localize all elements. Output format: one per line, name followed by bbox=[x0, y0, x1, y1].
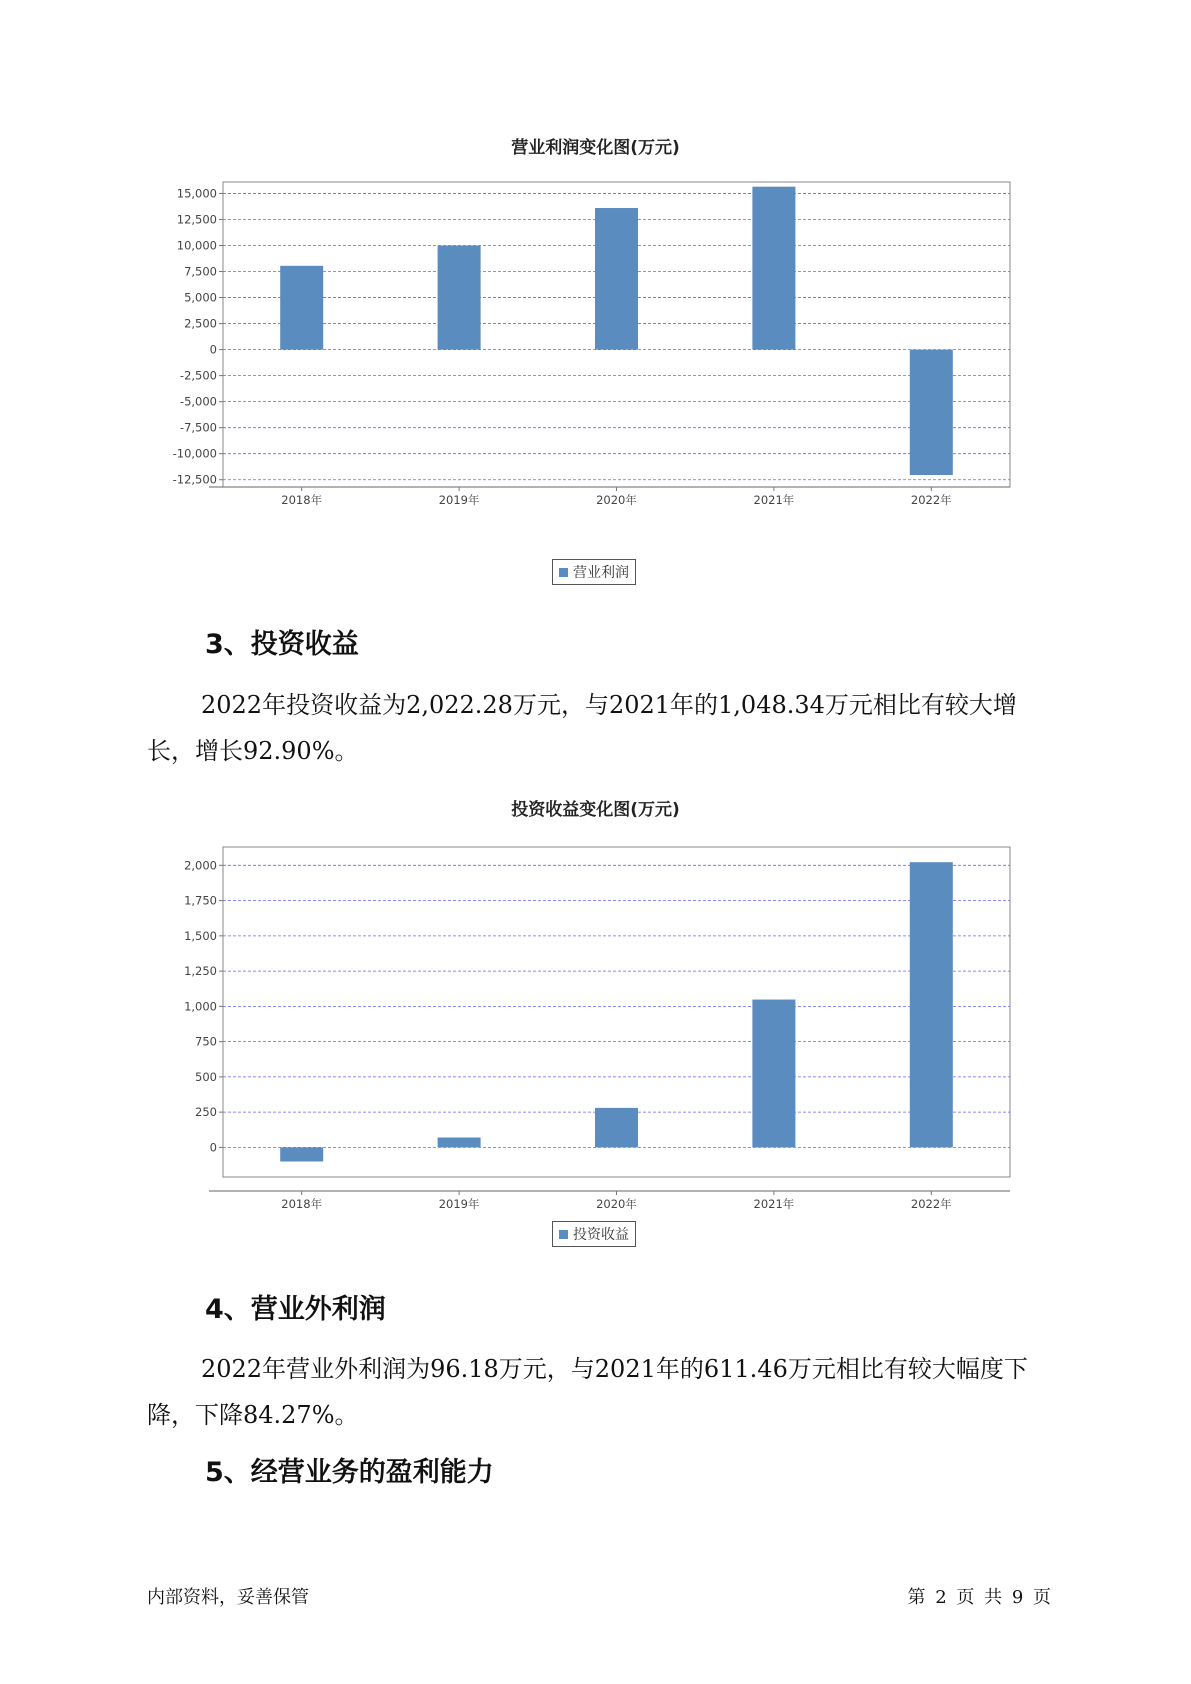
y-tick-label: 10,000 bbox=[176, 238, 217, 253]
y-tick-label: 0 bbox=[209, 1140, 217, 1155]
bar bbox=[438, 245, 481, 349]
y-tick-label: 1,500 bbox=[184, 928, 217, 943]
section4-heading: 4、营业外利润 bbox=[205, 1294, 386, 1325]
y-tick-label: 0 bbox=[209, 342, 217, 357]
y-tick-label: 250 bbox=[195, 1105, 217, 1120]
y-tick-label: -7,500 bbox=[179, 420, 217, 435]
operating-profit-chart bbox=[140, 170, 1040, 510]
x-tick-label: 2022年 bbox=[910, 493, 952, 507]
y-tick-label: 750 bbox=[195, 1034, 217, 1049]
y-tick-label: 500 bbox=[195, 1069, 217, 1084]
bar bbox=[595, 208, 638, 350]
x-tick-label: 2020年 bbox=[596, 493, 637, 507]
bar bbox=[752, 1000, 795, 1148]
x-tick-label: 2019年 bbox=[438, 1197, 480, 1211]
y-tick-label: -10,000 bbox=[172, 446, 217, 461]
y-tick-label: 1,750 bbox=[184, 893, 217, 908]
x-tick-label: 2022年 bbox=[910, 1197, 952, 1211]
legend-swatch-icon bbox=[559, 1230, 568, 1239]
investment-income-chart-svg bbox=[140, 835, 1040, 1211]
bar bbox=[280, 1147, 323, 1161]
section3-heading: 3、投资收益 bbox=[205, 629, 359, 660]
chart2-legend bbox=[552, 1221, 636, 1247]
chart1-legend bbox=[552, 559, 636, 585]
y-tick-label: 2,500 bbox=[184, 316, 217, 331]
y-tick-label: 15,000 bbox=[176, 186, 217, 201]
y-tick-label: 1,250 bbox=[184, 964, 217, 979]
y-tick-label: -5,000 bbox=[179, 394, 217, 409]
section5-heading: 5、经营业务的盈利能力 bbox=[205, 1457, 494, 1488]
x-tick-label: 2021年 bbox=[753, 1197, 795, 1211]
chart2-legend-label: 投资收益 bbox=[573, 1227, 629, 1243]
footer-page-number: 第 2 页 共 9 页 bbox=[907, 1587, 1051, 1608]
chart1-legend-label: 营业利润 bbox=[573, 565, 629, 581]
y-tick-label: -2,500 bbox=[179, 368, 217, 383]
footer-confidential-note: 内部资料，妥善保管 bbox=[147, 1587, 309, 1608]
legend-swatch-icon bbox=[559, 568, 568, 577]
bar bbox=[438, 1138, 481, 1148]
x-tick-label: 2018年 bbox=[281, 1197, 323, 1211]
operating-profit-chart-svg bbox=[140, 170, 1040, 510]
y-tick-label: 2,000 bbox=[184, 858, 217, 873]
y-tick-label: 5,000 bbox=[184, 290, 217, 305]
x-tick-label: 2018年 bbox=[281, 493, 323, 507]
bar bbox=[280, 266, 323, 350]
x-tick-label: 2020年 bbox=[596, 1197, 637, 1211]
chart2-title: 投资收益变化图(万元) bbox=[511, 800, 680, 820]
y-tick-label: 12,500 bbox=[176, 212, 217, 227]
x-tick-label: 2019年 bbox=[438, 493, 480, 507]
bar bbox=[910, 350, 953, 475]
y-tick-label: 1,000 bbox=[184, 999, 217, 1014]
y-tick-label: 7,500 bbox=[184, 264, 217, 279]
section4-paragraph: 2022年营业外利润为96.18万元，与2021年的611.46万元相比有较大幅度下降，下降84.27%。 bbox=[147, 1355, 1028, 1429]
chart1-title: 营业利润变化图(万元) bbox=[511, 138, 680, 158]
y-tick-label: -12,500 bbox=[172, 472, 217, 487]
bar bbox=[595, 1108, 638, 1147]
section3-paragraph: 2022年投资收益为2,022.28万元，与2021年的1,048.34万元相比有较大增长，增长92.90%。 bbox=[147, 691, 1017, 765]
investment-income-chart bbox=[140, 835, 1040, 1211]
bar bbox=[752, 187, 795, 350]
bar bbox=[910, 862, 953, 1147]
x-tick-label: 2021年 bbox=[753, 493, 795, 507]
